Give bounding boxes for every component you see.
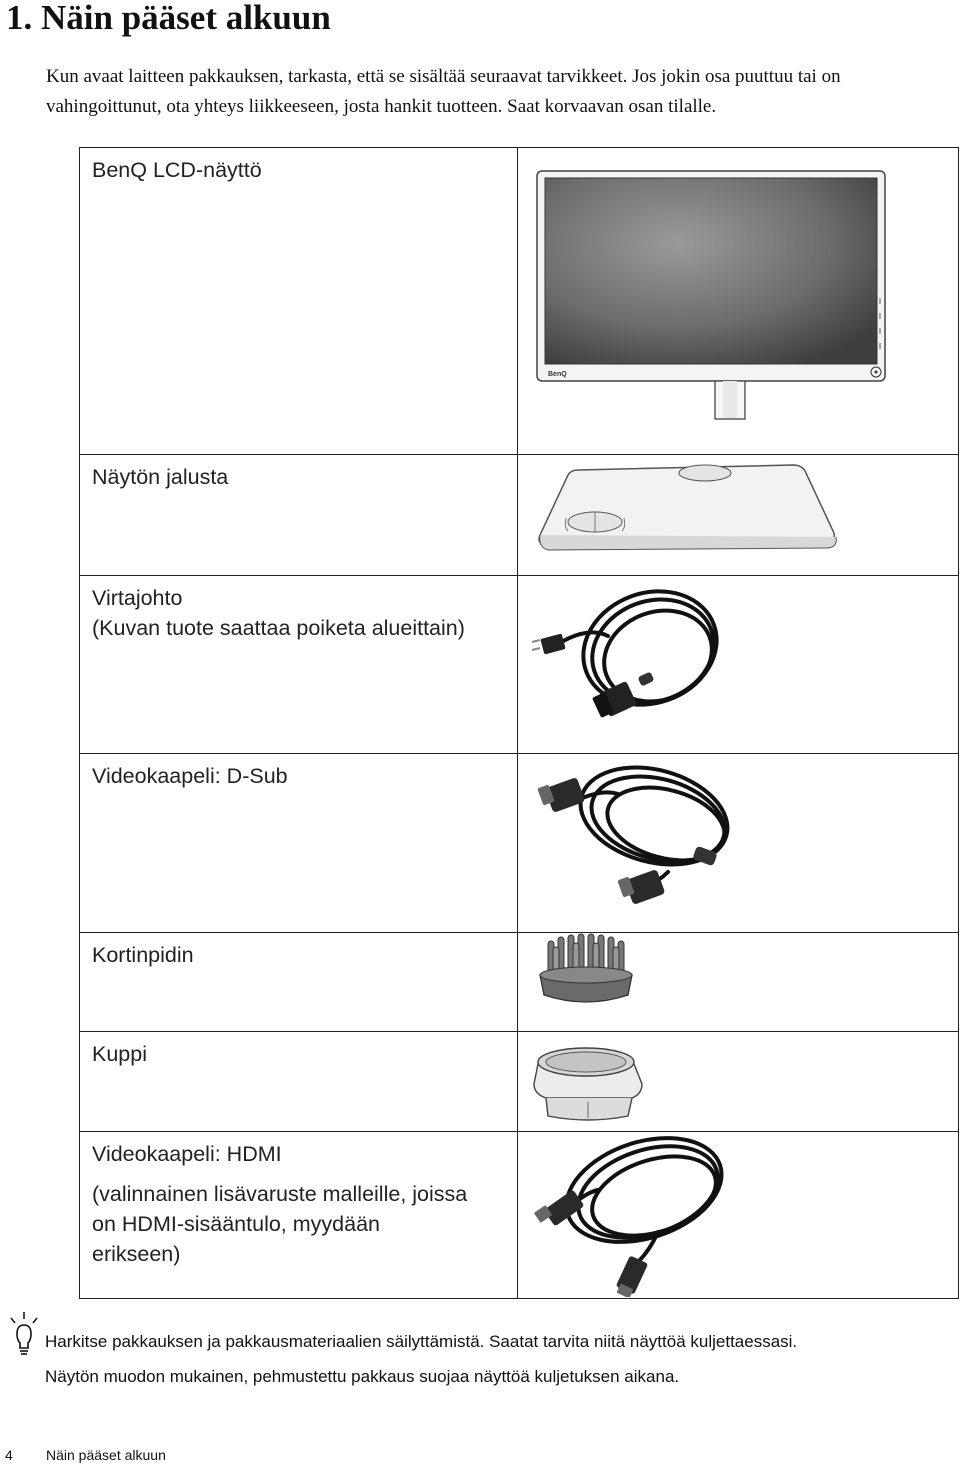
item-label-line: BenQ LCD-näyttö: [92, 158, 262, 182]
card-holder-image: [518, 933, 958, 1031]
footer-section-title: Näin pääset alkuun: [46, 1447, 166, 1463]
dsub-cable-image: [518, 754, 958, 931]
item-image-cell: [518, 1132, 959, 1299]
lightbulb-icon: [8, 1312, 42, 1360]
item-label: [80, 1132, 518, 1299]
stand-base-image: [518, 455, 958, 575]
item-image-cell: [518, 754, 959, 933]
item-label: [80, 148, 518, 455]
item-label-line: Näytön jalusta: [92, 465, 229, 489]
item-image-cell: [518, 455, 959, 576]
table-row: [80, 455, 959, 576]
table-row: [80, 754, 959, 933]
item-label-line: Kuppi: [92, 1042, 147, 1066]
item-image-cell: [518, 933, 959, 1032]
item-label: [80, 455, 518, 576]
item-label: [80, 933, 518, 1032]
item-image-cell: [518, 576, 959, 754]
hdmi-cable-image: [518, 1132, 958, 1297]
item-label-line: Virtajohto: [92, 586, 183, 610]
item-label-line: Videokaapeli: HDMI: [92, 1142, 282, 1166]
item-label-line: (Kuvan tuote saattaa poiketa alueittain): [92, 616, 465, 640]
item-label-line: (valinnainen lisävaruste malleille, joissa: [92, 1182, 468, 1206]
table-row: [80, 1032, 959, 1132]
page-number: 4: [5, 1447, 13, 1463]
item-image-cell: [518, 148, 959, 455]
cup-image: [518, 1032, 958, 1131]
monitor-logo: BenQ: [548, 371, 567, 378]
intro-paragraph: Kun avaat laitteen pakkauksen, tarkasta, että se sisältää seuraavat tarvikkeet. Jos jokin osa puuttuu tai on vahingoittunut, ota yhteys liikkeeseen, josta hankit tuotteen. Saat korvaavan osan tilalle.: [46, 66, 841, 117]
tip-text: [45, 1324, 797, 1394]
item-label-line: Videokaapeli: D-Sub: [92, 764, 288, 788]
item-label-line: on HDMI-sisääntulo, myydään: [92, 1212, 380, 1236]
tip-line-1: Harkitse pakkauksen ja pakkausmateriaalien säilyttämistä. Saatat tarvita niitä näyttöä kuljettaessasi.: [45, 1332, 798, 1351]
item-label: [80, 1032, 518, 1132]
item-label-line: erikseen): [92, 1242, 181, 1266]
page-heading: 1. Näin pääset alkuun: [6, 0, 331, 37]
item-label-line: Kortinpidin: [92, 943, 194, 967]
table-row: [80, 1132, 959, 1299]
tip-line-2: Näytön muodon mukainen, pehmustettu pakkaus suojaa näyttöä kuljetuksen aikana.: [45, 1367, 680, 1386]
item-image-cell: [518, 1032, 959, 1132]
table-row: [80, 933, 959, 1032]
monitor-image: [518, 148, 958, 453]
item-label: [80, 576, 518, 754]
package-contents-table: [79, 147, 959, 1299]
table-row: [80, 576, 959, 754]
power-cord-image: [518, 576, 958, 752]
table-row: [80, 148, 959, 455]
item-label: [80, 754, 518, 933]
